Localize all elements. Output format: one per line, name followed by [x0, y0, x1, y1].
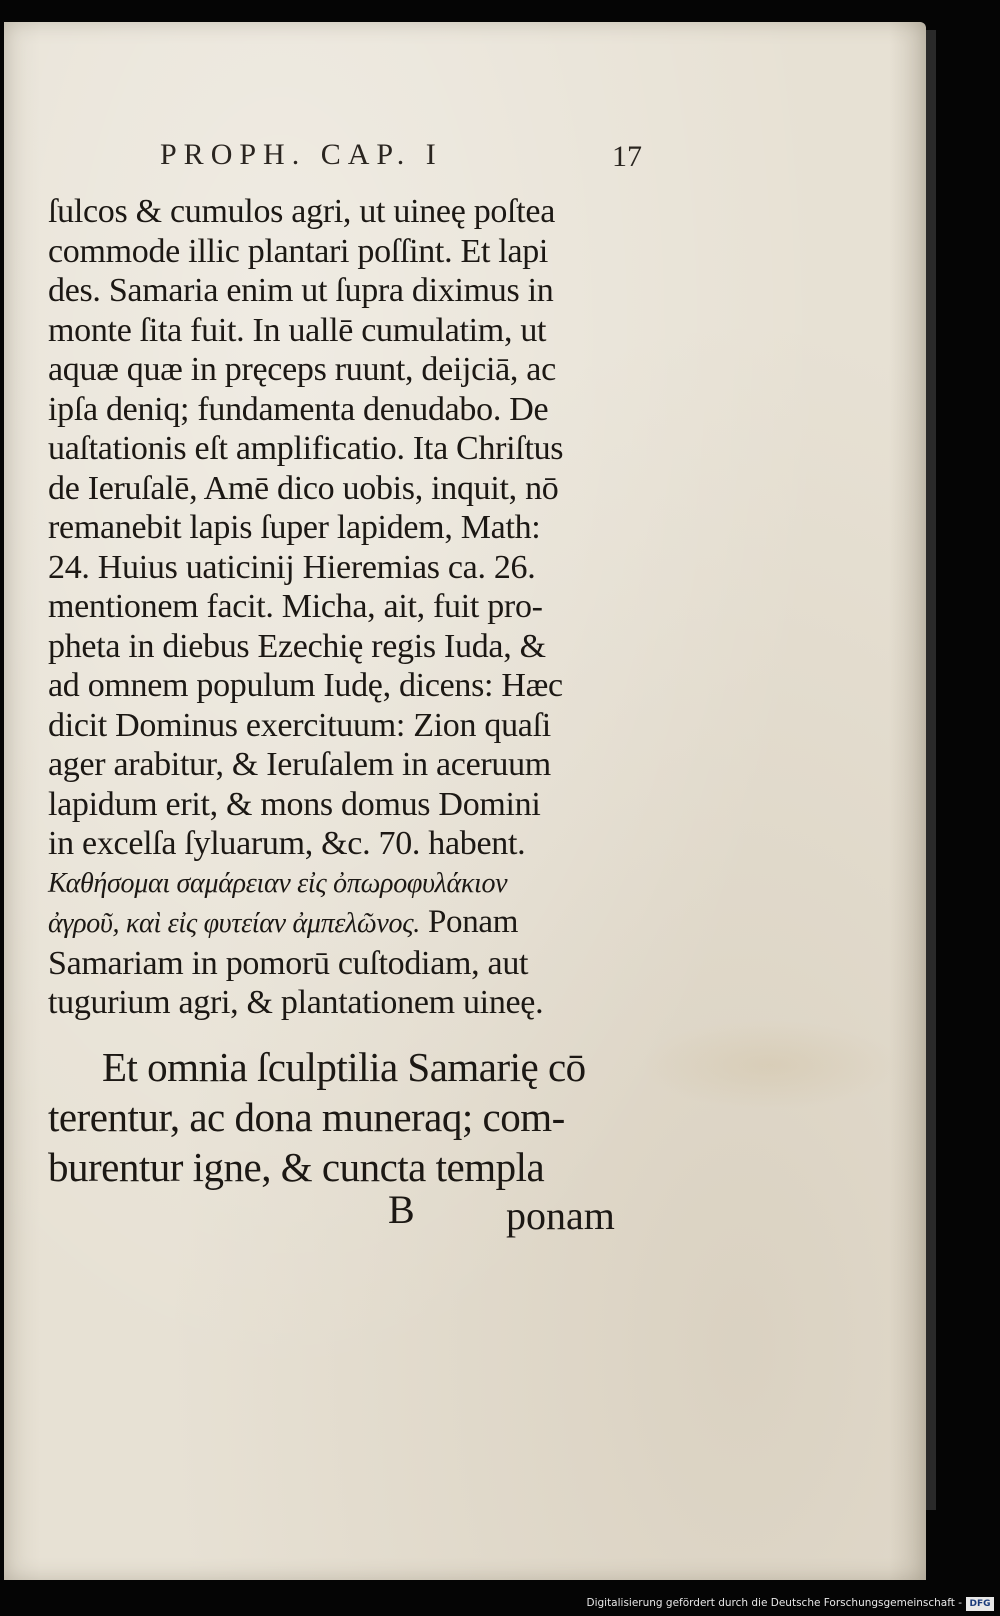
verse-line: burentur igne, & cuncta templa [48, 1144, 545, 1190]
commentary-line: uaſtationis eſt amplificatio. Ita Chriſtus [48, 430, 564, 467]
commentary-line: tugurium agri, & plantationem uineę. [48, 984, 544, 1021]
commentary-line: dicit Dominus exercituum: Zion quaſi [48, 706, 551, 744]
commentary-line: in excelſa ſyluarum, &c. 70. habent. [48, 825, 526, 862]
commentary-line: monte ſita fuit. In uallē cumulatim, ut [48, 311, 547, 349]
commentary-line: ipſa deniq; fundamenta denudabo. De [48, 390, 549, 428]
commentary-line: de Ieruſalē, Amē dico uobis, inquit, nō [48, 469, 559, 507]
greek-line [48, 864, 648, 904]
commentary-line: commode illic plantari poſſint. Et lapi [48, 232, 549, 270]
commentary-line: 24. Huius uaticinij Hieremias ca. 26. [48, 548, 536, 586]
page-header [160, 138, 660, 178]
commentary-line: ager arabitur, & Ieruſalem in aceruum [48, 746, 551, 783]
commentary-line: des. Samaria enim ut ſupra diximus in [48, 272, 554, 309]
catchword: ponam [506, 1193, 615, 1238]
commentary-line: Samariam in pomorū cuſtodiam, aut [48, 944, 529, 982]
greek-line [48, 903, 648, 944]
commentary-line: ſulcos & cumulos agri, ut uineę poſtea [48, 193, 555, 230]
commentary-line: mentionem facit. Micha, ait, fuit pro- [48, 588, 543, 625]
paper-stain [640, 1020, 900, 1110]
verse-line: terentur, ac dona muneraq; com- [48, 1094, 565, 1140]
page-edge-shadow [926, 30, 936, 1510]
greek-text: ἀγροῦ, καὶ εἰς φυτείαν ἀμπελῶνος. [48, 908, 421, 939]
commentary-line: aquæ quæ in pręceps ruunt, deijciā, ac [48, 351, 556, 388]
dfg-logo: DFG [966, 1597, 994, 1611]
signature-mark: B [388, 1187, 415, 1232]
commentary-line: ad omnem populum Iudę, dicens: Hæc [48, 667, 563, 704]
commentary-text [48, 192, 648, 1023]
page-number: 17 [612, 140, 642, 173]
footer-credit: Digitalisierung gefördert durch die Deutsche Forschungsgemeinschaft - [586, 1597, 962, 1609]
greek-text: Καθήσομαι σαμάρειαν εἰς ὀπωροφυλάκιον [48, 867, 508, 899]
running-head: PROPH. CAP. I [160, 138, 443, 171]
commentary-line: lapidum erit, & mons domus Domini [48, 785, 541, 823]
verse-line: Et omnia ſculptilia Samarię cō [102, 1044, 586, 1090]
commentary-line: remanebit lapis ſuper lapidem, Math: [48, 509, 541, 546]
verse-text [48, 1042, 648, 1192]
commentary-line: pheta in diebus Ezechię regis Iuda, & [48, 627, 546, 665]
latin-text: Ponam [420, 904, 519, 940]
